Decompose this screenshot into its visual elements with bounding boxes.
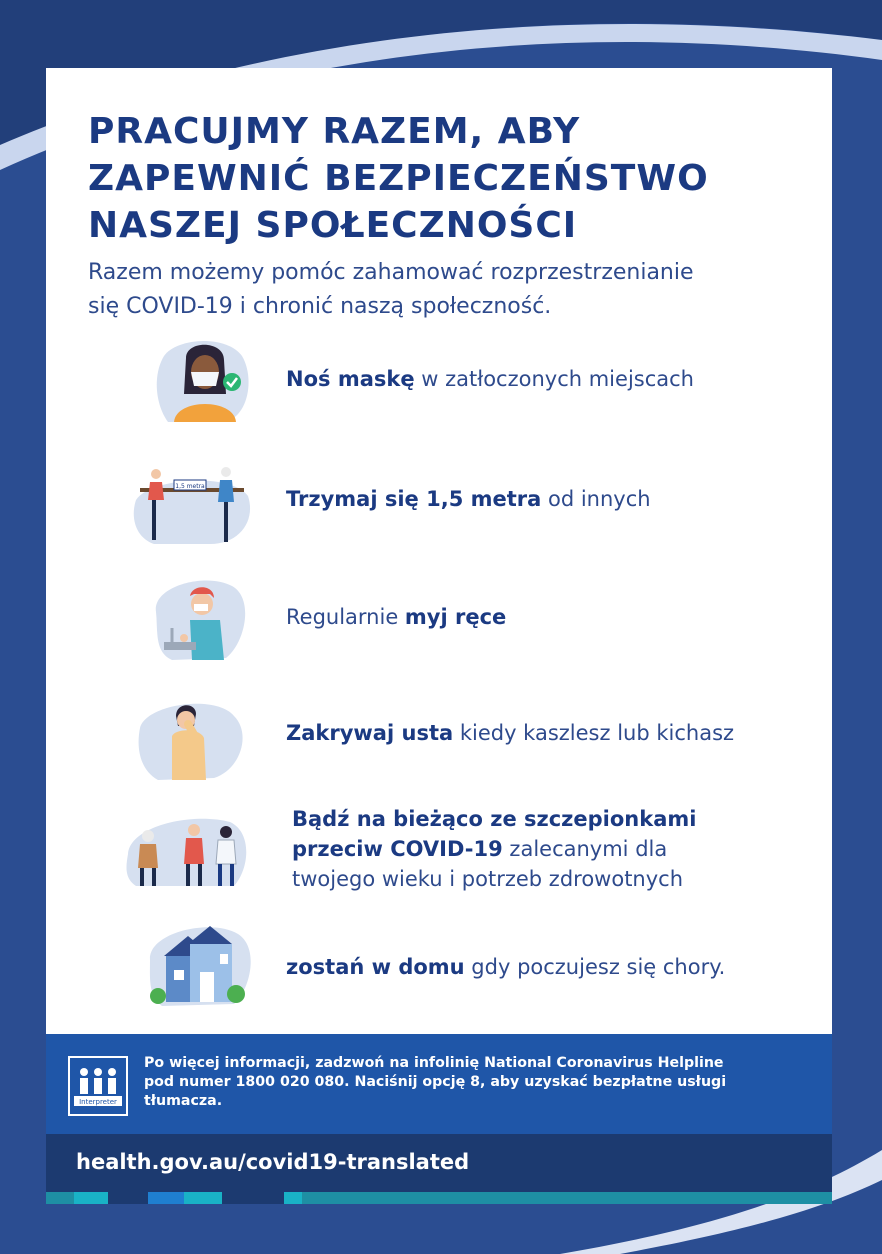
tip-mask	[46, 336, 832, 428]
tip-cover	[46, 698, 832, 790]
decorative-stripe	[46, 1192, 832, 1204]
house-illustration	[142, 920, 266, 1012]
interpreter-icon	[68, 1056, 128, 1116]
intro-text: Razem możemy pomóc zahamować rozprzestrzenianie się COVID-19 i chronić naszą społeczność.	[88, 260, 694, 319]
interpreter-figures-icon	[70, 1058, 126, 1114]
cough-illustration	[136, 698, 260, 790]
svg-text:Interpreter: Interpreter	[79, 1098, 117, 1106]
handwash-illustration	[142, 572, 266, 664]
content-card	[46, 68, 832, 1034]
distance-sign: 1,5 metra	[175, 483, 205, 490]
helpline-banner	[46, 1034, 832, 1134]
url-bar	[46, 1134, 832, 1192]
tip-wash-text: Regularnie myj ręce	[286, 605, 507, 629]
mask-illustration	[146, 336, 270, 428]
tip-home	[46, 920, 832, 1012]
distance-illustration	[130, 460, 254, 552]
tip-home-text: zostań w domu gdy poczujesz się chory.	[286, 955, 726, 979]
tip-cover-text: Zakrywaj usta kiedy kaszlesz lub kichasz	[286, 721, 735, 745]
tip-distance-text: Trzymaj się 1,5 metra od innych	[286, 487, 651, 511]
website-link[interactable]: health.gov.au/covid19-translated	[76, 1150, 470, 1174]
tip-vaccine	[46, 807, 832, 920]
tip-mask-text: Noś maskę w zatłoczonych miejscach	[286, 367, 694, 391]
page-title: PRACUJMY RAZEM, ABY ZAPEWNIĆ BEZPIECZEŃSTWO NASZEJ SPOŁECZNOŚCI	[88, 111, 709, 246]
tip-distance	[46, 460, 832, 552]
tip-vaccine-text: Bądź na bieżąco ze szczepionkami przeciw COVID-19 zalecanymi dla twojego wieku i potrzeb zdrowotnych	[292, 807, 697, 891]
helpline-text: Po więcej informacji, zadzwoń na infolinię National Coronavirus Helpline pod numer 1800 020 080. Naciśnij opcję 8, aby uzyskać bezpłatne usługi tłumacza.	[144, 1055, 727, 1109]
tip-wash	[46, 572, 832, 664]
vaccine-illustration	[122, 810, 250, 890]
